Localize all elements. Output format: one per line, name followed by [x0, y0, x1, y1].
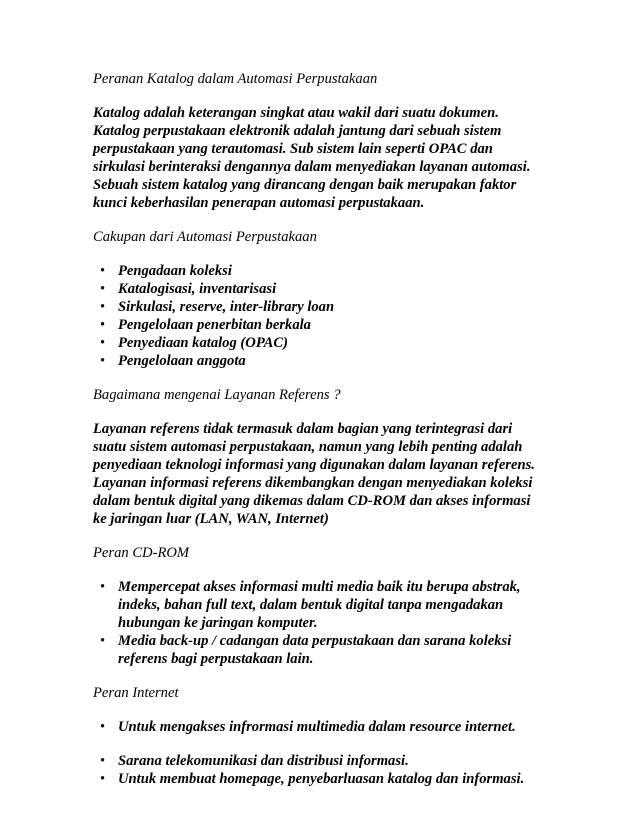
reference-line: suatu sistem automasi perpustakaan, namun yang lebih penting adalah	[93, 439, 523, 455]
list-item	[93, 632, 553, 668]
list-item	[93, 752, 553, 770]
intro-line: Katalog adalah keterangan singkat atau wakil dari suatu dokumen.	[93, 105, 499, 121]
intro-line: kunci keberhasilan penerapan automasi perpustakaan.	[93, 195, 425, 211]
list-item-line: hubungan ke jaringan komputer.	[118, 615, 318, 631]
list-item	[93, 298, 553, 316]
intro-line: sirkulasi berinteraksi dengannya dalam menyediakan layanan automasi.	[93, 159, 531, 175]
cdrom-heading: Peran CD-ROM	[93, 545, 190, 561]
list-item-text: Sirkulasi, reserve, inter-library loan	[118, 299, 335, 315]
list-item-text: Katalogisasi, inventarisasi	[118, 281, 277, 297]
scope-list	[93, 262, 553, 370]
document-title: Peranan Katalog dalam Automasi Perpustakaan	[93, 71, 378, 87]
intro-line: Sebuah sistem katalog yang dirancang dengan baik merupakan faktor	[93, 177, 517, 193]
bullet-icon: •	[100, 263, 106, 279]
document-page	[93, 70, 553, 804]
bullet-icon: •	[100, 281, 106, 297]
reference-line: penyediaan teknologi informasi yang digunakan dalam layanan referens.	[93, 457, 535, 473]
reference-line: Layanan referens tidak termasuk dalam bagian yang terintegrasi dari	[93, 421, 513, 437]
bullet-icon: •	[100, 317, 106, 333]
list-item	[93, 280, 553, 298]
list-item	[93, 316, 553, 334]
list-item	[93, 334, 553, 352]
list-item	[93, 262, 553, 280]
bullet-icon: •	[100, 335, 106, 351]
list-item	[93, 578, 553, 632]
list-item-line: referens bagi perpustakaan lain.	[118, 651, 314, 667]
list-item-text: Pengelolaan penerbitan berkala	[118, 317, 311, 333]
reference-line: Layanan informasi referens dikembangkan dengan menyediakan koleksi	[93, 475, 533, 491]
list-item	[93, 352, 553, 370]
bullet-icon: •	[100, 579, 106, 595]
bullet-icon: •	[100, 633, 106, 649]
list-item-line: Media back-up / cadangan data perpustakaan dan sarana koleksi	[118, 633, 512, 649]
list-item-text: Pengadaan koleksi	[118, 263, 232, 279]
internet-list	[93, 718, 553, 788]
internet-heading: Peran Internet	[93, 685, 179, 701]
list-item	[93, 718, 553, 736]
list-item-line: Mempercepat akses informasi multi media baik itu berupa abstrak,	[118, 579, 521, 595]
reference-line: ke jaringan luar (LAN, WAN, Internet)	[93, 511, 329, 527]
intro-line: Katalog perpustakaan elektronik adalah jantung dari sebuah sistem	[93, 123, 502, 139]
reference-line: dalam bentuk digital yang dikemas dalam CD-ROM dan akses informasi	[93, 493, 531, 509]
intro-paragraph	[93, 104, 553, 212]
list-item-text: Untuk mengakses infrormasi multimedia dalam resource internet.	[118, 719, 516, 735]
bullet-icon: •	[100, 719, 106, 735]
list-item-text: Sarana telekomunikasi dan distribusi informasi.	[118, 753, 409, 769]
reference-paragraph	[93, 420, 553, 528]
list-item-text: Pengelolaan anggota	[118, 353, 246, 369]
bullet-icon: •	[100, 753, 106, 769]
list-item-text: Penyediaan katalog (OPAC)	[118, 335, 288, 351]
intro-line: perpustakaan yang terautomasi. Sub sistem lain seperti OPAC dan	[93, 141, 493, 157]
bullet-icon: •	[100, 299, 106, 315]
bullet-icon: •	[100, 771, 106, 787]
scope-heading: Cakupan dari Automasi Perpustakaan	[93, 229, 317, 245]
bullet-icon: •	[100, 353, 106, 369]
cdrom-list	[93, 578, 553, 668]
list-item-text: Untuk membuat homepage, penyebarluasan katalog dan informasi.	[118, 771, 525, 787]
list-item-line: indeks, bahan full text, dalam bentuk digital tanpa mengadakan	[118, 597, 504, 613]
reference-heading: Bagaimana mengenai Layanan Referens ?	[93, 387, 341, 403]
list-item	[93, 770, 553, 788]
